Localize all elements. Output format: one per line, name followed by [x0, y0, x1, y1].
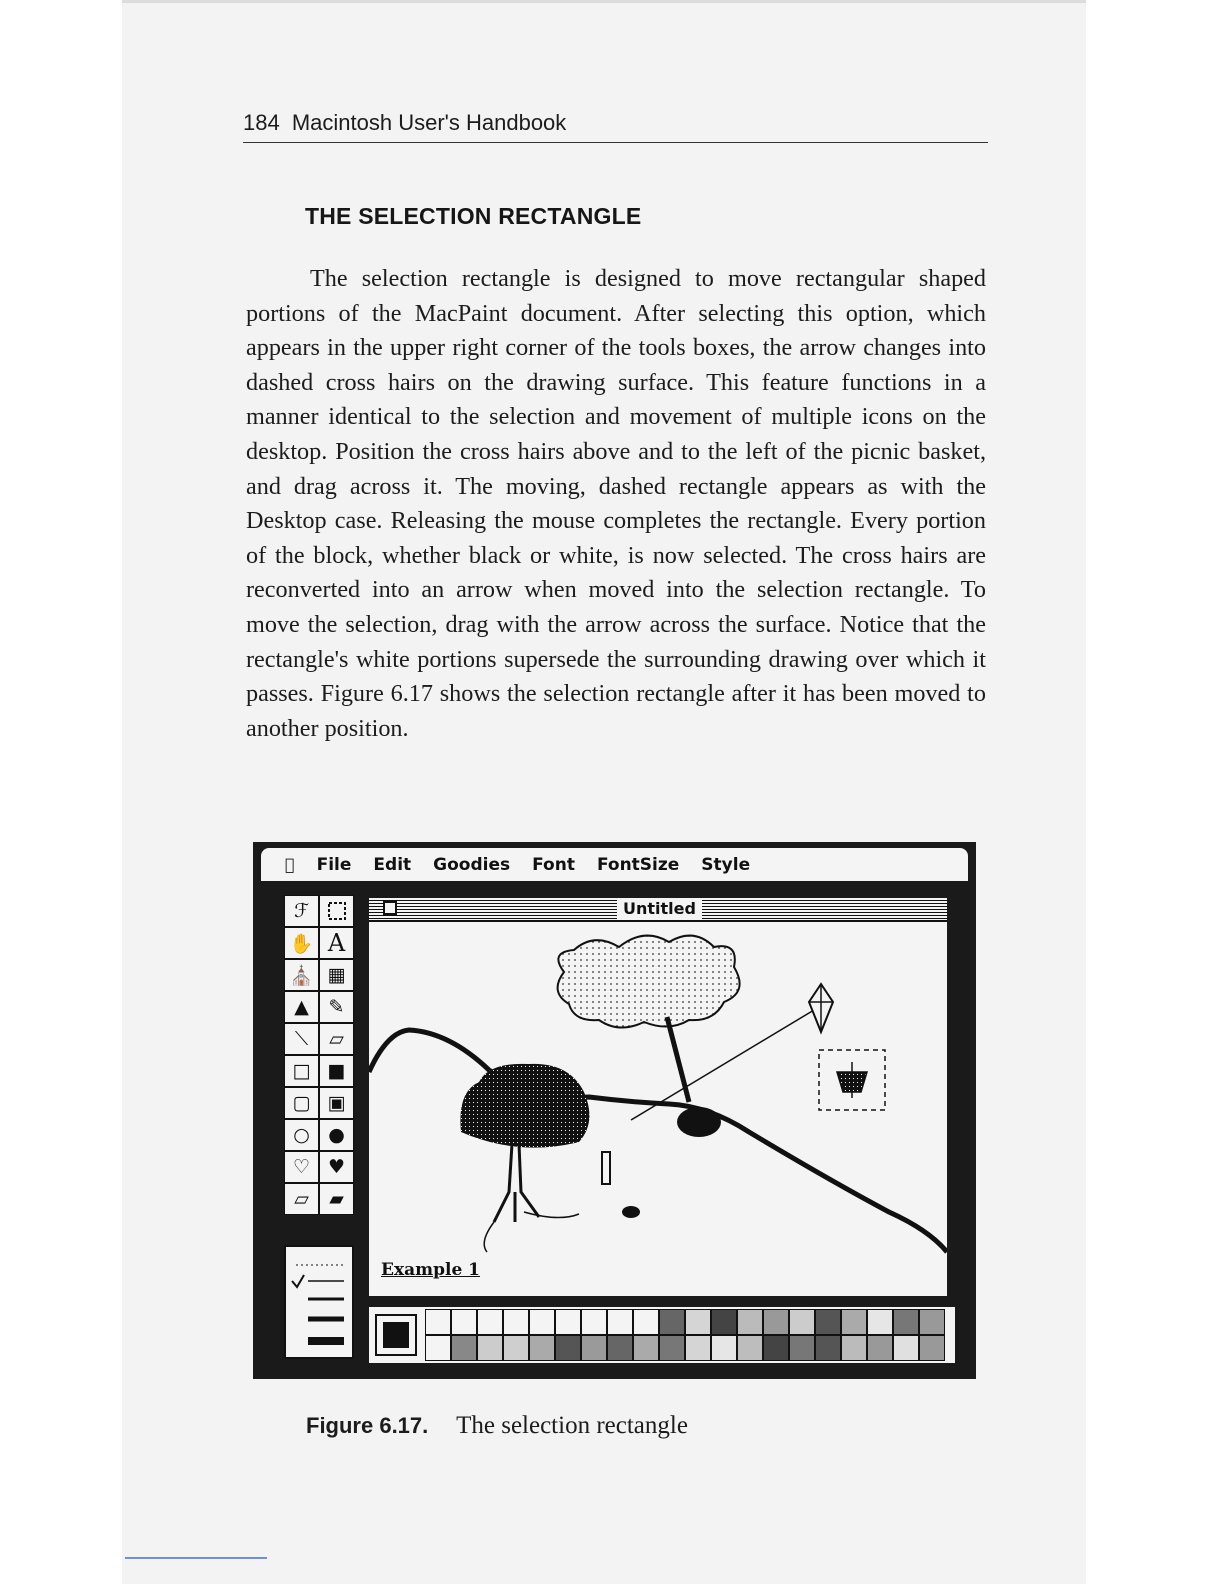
- pattern-swatch[interactable]: [919, 1335, 945, 1361]
- tool-palette: [284, 895, 354, 1215]
- figure-caption: [306, 1412, 688, 1440]
- bottom-rule: [125, 1557, 267, 1559]
- cloud: [558, 936, 740, 1028]
- pattern-swatch[interactable]: [607, 1309, 633, 1335]
- pattern-swatch[interactable]: [633, 1335, 659, 1361]
- pattern-swatch[interactable]: [659, 1335, 685, 1361]
- rounded-rectangle-icon[interactable]: ▢: [284, 1087, 319, 1119]
- current-pattern-fill: [383, 1322, 409, 1348]
- rectangle-icon[interactable]: □: [284, 1055, 319, 1087]
- pattern-swatch[interactable]: [477, 1335, 503, 1361]
- filled-freeform-icon[interactable]: ♥: [319, 1151, 354, 1183]
- pattern-swatch[interactable]: [867, 1335, 893, 1361]
- pattern-swatch[interactable]: [607, 1335, 633, 1361]
- window-titlebar[interactable]: [369, 898, 947, 922]
- filled-polygon-icon[interactable]: ▰: [319, 1183, 354, 1215]
- pattern-swatch[interactable]: [503, 1335, 529, 1361]
- pattern-swatch[interactable]: [451, 1335, 477, 1361]
- pattern-swatch[interactable]: [737, 1335, 763, 1361]
- pattern-swatch[interactable]: [503, 1309, 529, 1335]
- figure-label: Figure 6.17.: [306, 1413, 429, 1438]
- pattern-swatch[interactable]: [425, 1335, 451, 1361]
- line-icon[interactable]: ⟍: [284, 1023, 319, 1055]
- kite-pole: [667, 1017, 689, 1102]
- vertical-bar: [602, 1152, 610, 1184]
- paint-bucket-icon[interactable]: ⛪: [284, 959, 319, 991]
- pattern-swatch[interactable]: [555, 1335, 581, 1361]
- freeform-icon[interactable]: ♡: [284, 1151, 319, 1183]
- pattern-swatch[interactable]: [659, 1309, 685, 1335]
- menu-bar: [261, 848, 968, 881]
- pattern-swatch[interactable]: [789, 1309, 815, 1335]
- canvas-label: Example 1: [381, 1260, 481, 1280]
- pattern-swatch[interactable]: [841, 1335, 867, 1361]
- pattern-swatch[interactable]: [711, 1309, 737, 1335]
- running-header: [243, 110, 988, 142]
- filled-oval-icon[interactable]: ●: [319, 1119, 354, 1151]
- selection-rectangle-icon[interactable]: [319, 895, 354, 927]
- eraser-icon[interactable]: ▱: [319, 1023, 354, 1055]
- text-tool-icon[interactable]: A: [319, 927, 354, 959]
- line-width-palette: [284, 1245, 354, 1359]
- body-text: [246, 262, 986, 746]
- pattern-swatch[interactable]: [841, 1309, 867, 1335]
- pattern-swatch[interactable]: [581, 1335, 607, 1361]
- pattern-swatch[interactable]: [425, 1309, 451, 1335]
- current-pattern: [375, 1314, 417, 1356]
- pattern-swatch[interactable]: [451, 1309, 477, 1335]
- pattern-swatch[interactable]: [815, 1309, 841, 1335]
- running-title: Macintosh User's Handbook: [291, 110, 567, 135]
- pattern-swatch[interactable]: [685, 1309, 711, 1335]
- window-title: Untitled: [617, 899, 702, 919]
- pattern-swatch[interactable]: [763, 1309, 789, 1335]
- pattern-swatch[interactable]: [685, 1335, 711, 1361]
- close-box-icon[interactable]: [383, 901, 397, 915]
- grabber-hand-icon[interactable]: ✋: [284, 927, 319, 959]
- tree-crown: [460, 1064, 589, 1148]
- polygon-icon[interactable]: ▱: [284, 1183, 319, 1215]
- pattern-swatch[interactable]: [529, 1309, 555, 1335]
- apple-icon[interactable]: [285, 855, 295, 874]
- pattern-swatch[interactable]: [815, 1335, 841, 1361]
- pattern-swatch[interactable]: [893, 1309, 919, 1335]
- pattern-swatch[interactable]: [633, 1309, 659, 1335]
- menu-goodies[interactable]: Goodies: [423, 854, 501, 875]
- bush: [677, 1107, 721, 1137]
- page-number: 184: [243, 110, 280, 135]
- section-title: THE SELECTION RECTANGLE: [305, 203, 642, 229]
- pattern-swatch[interactable]: [867, 1309, 893, 1335]
- pattern-swatch[interactable]: [763, 1335, 789, 1361]
- filled-rectangle-icon[interactable]: ■: [319, 1055, 354, 1087]
- menu-file[interactable]: File: [307, 854, 342, 875]
- document-window: [369, 898, 947, 1296]
- pattern-swatch[interactable]: [477, 1309, 503, 1335]
- selection-rectangle-glyph: [326, 900, 348, 922]
- drawing: [369, 922, 947, 1296]
- figure-caption-text: The selection rectangle: [456, 1412, 688, 1439]
- menu-font[interactable]: Font: [522, 854, 566, 875]
- macpaint-screenshot: [253, 842, 976, 1379]
- body-paragraph: The selection rectangle is designed to move rectangular shaped portions of the MacPaint document. After selecting this option, which appears in the upper right corner of the tools boxes, the arrow changes into dashed cross hairs on the drawing surface. This feature functions in a manner identical to the selection and movement of multiple icons on the desktop. Position the cross hairs above and to the left of the picnic basket, and drag across it. The moving, dashed rectangle appears as with the Desktop case. Releasing the mouse completes the rectangle. Every portion of the block, whether black or white, is now selected. The cross hairs are reconverted into an arrow when moved into the selection rectangle. To move the selection, drag with the arrow across the surface. Notice that the rectangle's white portions supersede the surrounding drawing over which it passes. Figure 6.17 shows the selection rectangle after it has been moved to another position.: [246, 265, 986, 742]
- pattern-swatch[interactable]: [737, 1309, 763, 1335]
- pattern-swatch[interactable]: [893, 1335, 919, 1361]
- pattern-palette: [369, 1307, 955, 1363]
- drawing-canvas[interactable]: [369, 922, 947, 1296]
- menu-style[interactable]: Style: [691, 854, 741, 875]
- pattern-swatch[interactable]: [555, 1309, 581, 1335]
- pattern-swatch[interactable]: [789, 1335, 815, 1361]
- menu-fontsize[interactable]: FontSize: [587, 854, 670, 875]
- tree-trunk: [494, 1144, 539, 1222]
- ball: [622, 1206, 640, 1218]
- menu-edit[interactable]: Edit: [363, 854, 402, 875]
- line-width-options[interactable]: [286, 1247, 352, 1357]
- pattern-swatch[interactable]: [581, 1309, 607, 1335]
- pencil-icon[interactable]: ✎: [319, 991, 354, 1023]
- pattern-swatch[interactable]: [529, 1335, 555, 1361]
- spray-can-icon[interactable]: ▦: [319, 959, 354, 991]
- page-top-edge: [122, 0, 1086, 3]
- pattern-swatch[interactable]: [711, 1335, 737, 1361]
- brush-icon[interactable]: ▲: [284, 991, 319, 1023]
- header-rule: [243, 142, 988, 143]
- lasso-icon[interactable]: ℱ: [284, 895, 319, 927]
- filled-rounded-rectangle-icon[interactable]: ▣: [319, 1087, 354, 1119]
- oval-icon[interactable]: ○: [284, 1119, 319, 1151]
- pattern-swatch[interactable]: [919, 1309, 945, 1335]
